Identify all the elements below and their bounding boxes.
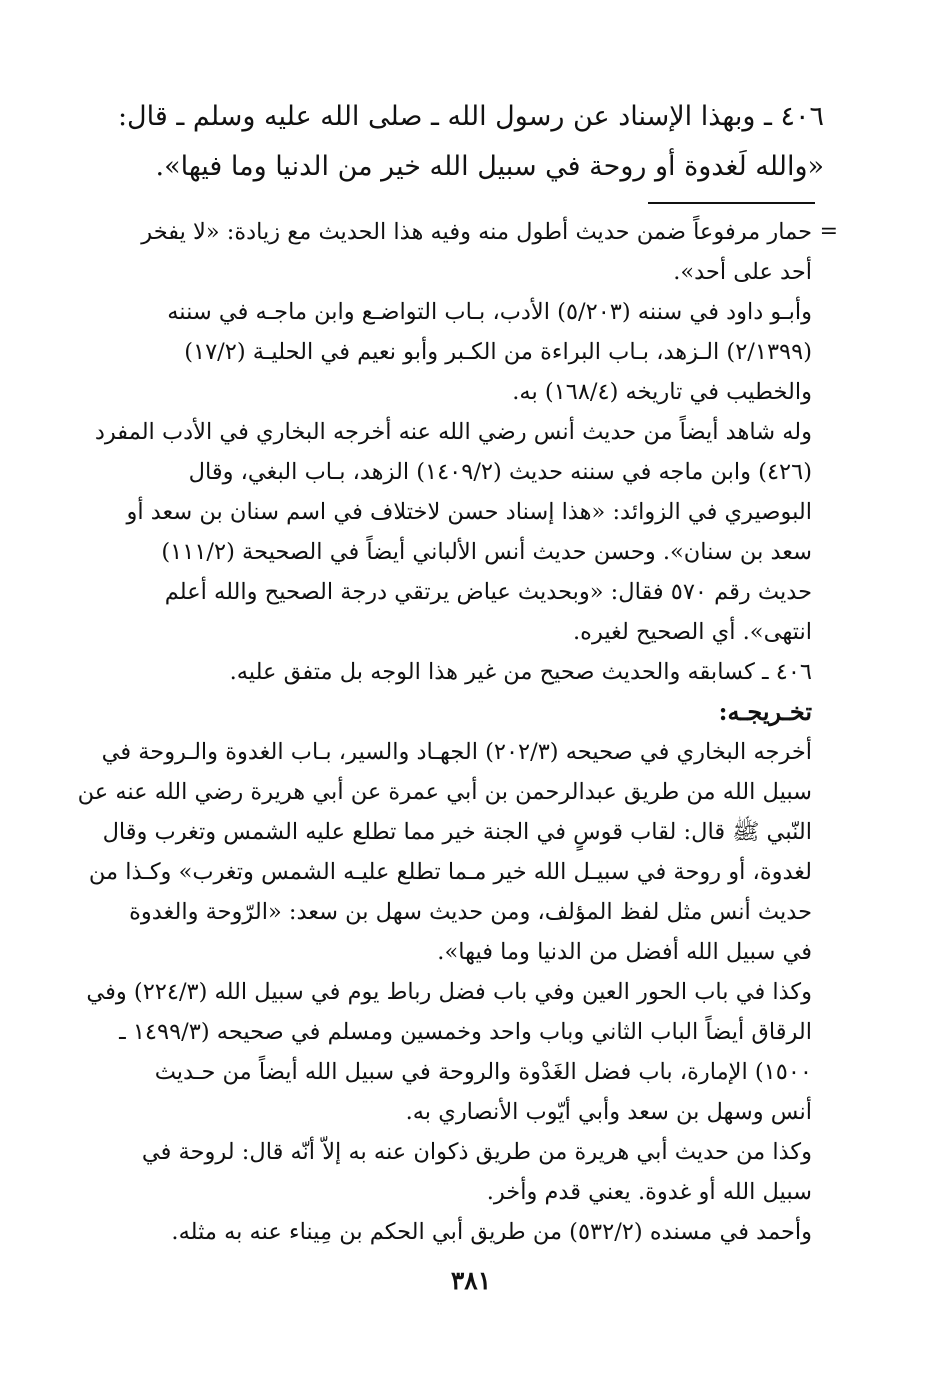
footnote-line: حمار مرفوعاً ضمن حديث أطول منه وفيه هذا الحديث مع زيادة: «لا يفخر — [141, 219, 812, 245]
footnote-line: انتهى». أي الصحيح لغيره. — [573, 619, 812, 645]
footnote-separator — [648, 202, 815, 204]
footnote-line: وكذا من حديث أبي هريرة من طريق ذكوان عنه به إلاّ أنّه قال: لروحة في — [141, 1139, 812, 1165]
takhrij-heading: تخـريجـه: — [718, 697, 812, 726]
footnote-line: سبيل الله من طريق عبدالرحمن بن أبي عمرة عن أبي هريرة رضي الله عنه عن — [77, 779, 812, 805]
continuation-marker: = — [819, 219, 838, 244]
footnote-line: سعد بن سنان». وحسن حديث أنس الألباني أيضاً في الصحيحة (١١١/٢) — [161, 539, 812, 565]
footnote-line: وله شاهد أيضاً من حديث أنس رضي الله عنه أخرجه البخاري في الأدب المفرد — [94, 419, 812, 445]
footnote-line: أخرجه البخاري في صحيحه (٢٠٢/٣) الجهـاد والسير، بـاب الغدوة والـروحة في — [101, 739, 812, 765]
footnote-line: ٤٠٦ ـ كسابقه والحديث صحيح من غير هذا الوجه بل متفق عليه. — [229, 659, 812, 685]
footnotes-section — [77, 212, 838, 1252]
footnote-line: الرقاق أيضاً الباب الثاني وباب واحد وخمسين ومسلم في صحيحه (١٤٩٩/٣ ـ — [119, 1019, 812, 1045]
footnote-line: سبيل الله أو غدوة. يعني قدم وأخر. — [486, 1179, 812, 1205]
footnote-line: أحد على أحد». — [673, 259, 812, 285]
footnote-line: (٢/١٣٩٩) الـزهد، بـاب البراءة من الكـبر وأبو نعيم في الحليـة (١٧/٢) — [184, 339, 812, 365]
page-number: ٣٨١ — [450, 1266, 492, 1295]
footnote-line: أنس وسهل بن سعد وأبي أيّوب الأنصاري به. — [405, 1099, 812, 1125]
main-hadith-text — [117, 92, 824, 192]
footnote-line: ١٥٠٠) الإمارة، باب فضل الغَدْوة والروحة في سبيل الله أيضاً من حـديث — [154, 1059, 812, 1085]
footnote-line: والخطيب في تاريخه (١٦٨/٤) به. — [512, 379, 812, 405]
footnote-line: البوصيري في الزوائد: «هذا إسناد حسن لاختلاف في اسم سنان بن سعد أو — [126, 499, 812, 525]
footnote-line: حديث أنس مثل لفظ المؤلف، ومن حديث سهل بن سعد: «الرّوحة والغدوة — [129, 899, 812, 925]
footnote-line: لغدوة، أو روحة في سبيـل الله خير مـما تطلع عليـه الشمس وتغرب» وكـذا من — [88, 859, 812, 885]
footnote-line: وأحمد في مسنده (٥٣٢/٢) من طريق أبي الحكم بن مِيناء عنه به مثله. — [171, 1219, 812, 1245]
footnote-line: حديث رقم ٥٧٠ فقال: «وبحديث عياض يرتقي درجة الصحيح والله أعلم — [164, 579, 812, 605]
footnote-line: وكذا في باب الحور العين وفي باب فضل رباط يوم في سبيل الله (٢٢٤/٣) وفي — [86, 979, 812, 1005]
footnote-line: وأبـو داود في سننه (٥/٢٠٣) الأدب، بـاب التواضـع وابن ماجـه في سننه — [167, 299, 812, 325]
hadith-line: ٤٠٦ ـ وبهذا الإسناد عن رسول الله ـ صلى الله عليه وسلم ـ قال: — [117, 101, 824, 132]
hadith-line: «والله لَغدوة أو روحة في سبيل الله خير من الدنيا وما فيها». — [155, 151, 824, 182]
footnote-line: النّبي ﷺ قال: لقاب قوسٍ في الجنة خير مما تطلع عليه الشمس وتغرب وقال — [102, 819, 812, 845]
footnote-line: في سبيل الله أفضل من الدنيا وما فيها». — [437, 939, 812, 965]
footnote-line: (٤٢٦) وابن ماجه في سننه حديث (١٤٠٩/٢) الزهد، بـاب البغي، وقال — [188, 459, 812, 485]
